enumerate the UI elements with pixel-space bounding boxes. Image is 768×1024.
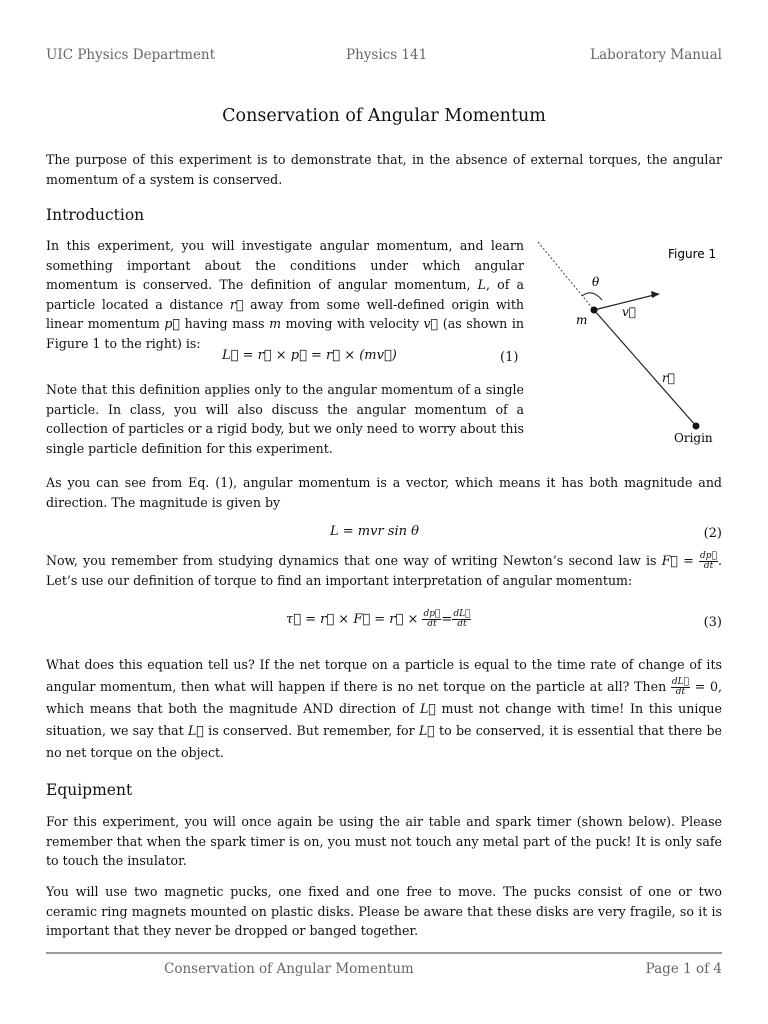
equipment-paragraph-2: You will use two magnetic pucks, one fixed and one free to move. The pucks consist of one or two ceramic ring magnets mounted on plastic disks. Please be aware that these disks are very fragile, so it is important that they never be dropped or banged together. — [46, 884, 722, 938]
header-right: Laboratory Manual — [590, 47, 722, 63]
intro-paragraph-5: What does this equation tell us? If the net torque on a particle is equal to the time rate of change of its angular momentum, then what will happen if there is no net torque on the particle at all? Then $\frac{dL⃗}{dt}$ = 0, which means that both the magnitude AND direction of L⃗ must not change with time! In this unique situation, we say that L⃗ is conserved. But remember, for L⃗ to be conserved, it is essential that there be no net torque on the object. — [46, 657, 723, 760]
equipment-paragraph-1: For this experiment, you will once again be using the air table and spark timer (shown below). Please remember that when the spark timer is on, you must not touch any metal part of the puck! It is only safe to touch the insulator. — [46, 814, 722, 868]
header-left: UIC Physics Department — [46, 47, 216, 63]
intro-paragraph-1: In this experiment, you will investigate angular momentum, and learn something important about the conditions under which angular momentum is conserved. The definition of angular momentum, L, of a particle located a distance r⃗ away from some well-defined origin with linear momentum p⃗ having mass m moving with velocity v⃗ (as shown in Figure 1 to the right) is: — [46, 238, 524, 351]
introduction-heading: Introduction — [46, 206, 145, 224]
figure-1 — [530, 236, 730, 456]
footer-divider — [46, 952, 722, 954]
equation-2: L = mvr sin θ — [330, 524, 419, 539]
page-title: Conservation of Angular Momentum — [222, 106, 546, 126]
figure-velocity-label: v⃗ — [622, 305, 636, 319]
figure-mass-label: m — [576, 313, 588, 327]
equipment-heading: Equipment — [46, 781, 133, 799]
intro-paragraph-4: Now, you remember from studying dynamics that one way of writing Newton’s second law is F⃗ = $\frac{dp⃗}{dt}$ . Let’s use our definition of torque to find an important interpretation of angular momentum: — [46, 551, 722, 588]
figure-position-label: r⃗ — [662, 371, 675, 385]
figure-origin-label: Origin — [674, 431, 713, 445]
purpose-paragraph: The purpose of this experiment is to demonstrate that, in the absence of external torques, the angular momentum of a system is conserved. — [46, 152, 722, 187]
equation-3-number: (3) — [703, 615, 722, 630]
equation-1: L⃗ = r⃗ × p⃗ = r⃗ × (mv⃗) — [222, 348, 397, 363]
figure-theta-label: θ — [592, 275, 600, 289]
header-center: Physics 141 — [346, 47, 428, 63]
equation-2-number: (2) — [703, 526, 722, 541]
footer-title: Conservation of Angular Momentum — [164, 961, 414, 977]
page-number: Page 1 of 4 — [645, 961, 722, 977]
intro-paragraph-3: As you can see from Eq. (1), angular momentum is a vector, which means it has both magnitude and direction. The magnitude is given by — [46, 475, 722, 510]
intro-paragraph-2: Note that this definition applies only to the angular momentum of a single particle. In class, you will also discuss the angular momentum of a collection of particles or a rigid body, but we only need to worry about this single particle definition for this experiment. — [46, 382, 524, 456]
figure-caption: Figure 1 — [668, 247, 717, 261]
equation-3: τ⃗ = r⃗ × F⃗ = r⃗ × $\frac{dp⃗}{dt}$ = $\frac{dL⃗}{dt}$ — [286, 609, 471, 629]
equation-1-number: (1) — [500, 350, 519, 365]
